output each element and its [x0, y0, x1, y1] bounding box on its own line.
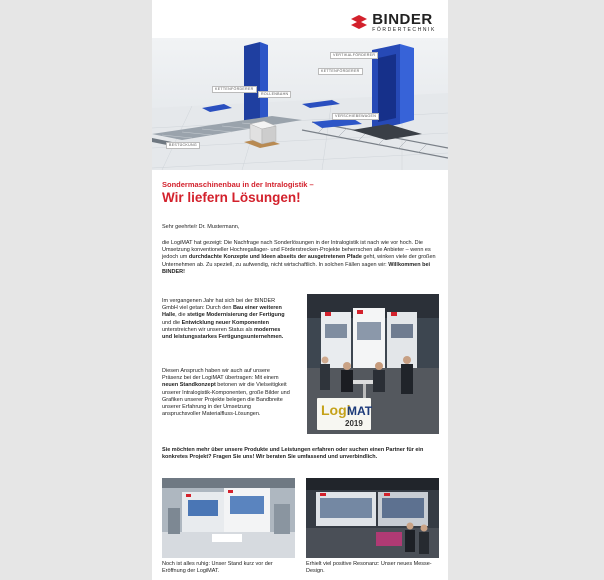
cta-paragraph: Sie möchten mehr über unsere Produkte und Leistungen erfahren oder suchen einen Partner für ein konkretes Projekt? Fragen Sie uns! Wir beraten Sie umfassend und unverbindlich.: [162, 447, 424, 461]
headline-block: [162, 180, 439, 206]
company-paragraph: [162, 298, 290, 341]
booth-resonance-graphic: [306, 478, 439, 558]
booth-resonance-photo[interactable]: [306, 478, 439, 558]
company-bold-3: Entwicklung neuer Komponenten: [181, 319, 269, 326]
company-text-4: unterstreichen wir unseren Status als: [162, 326, 255, 333]
hero-label-kettenfoerderer-2: KETTENFÖRDERER: [212, 86, 257, 93]
logimat-year: 2019: [345, 419, 363, 428]
logimat-paragraph: [162, 368, 290, 418]
logimat-bold-1: neuen Standkonzept: [162, 382, 216, 389]
hero-label-kettenfoerderer: KETTENFÖRDERER: [318, 68, 363, 75]
company-bold-1: Bau einer weiteren Halle: [162, 305, 282, 319]
binder-logo[interactable]: [349, 12, 436, 33]
logimat-logo-mat: MAT: [347, 404, 373, 418]
hero-label-bestueckung: BESTÜCKUNG: [166, 142, 200, 149]
company-text-2: , die: [175, 312, 188, 319]
booth-before-opening-graphic: [162, 478, 295, 558]
binder-logo-icon: [349, 15, 369, 31]
headline-line-1: Sondermaschinenbau in der Intralogistik –: [162, 180, 314, 189]
hero-illustration: [152, 38, 448, 170]
logimat-text-2: betonen wir die Vielseitigkeit unserer Intralogistik-Komponenten, große Bilder und Grafiken unserer Projekte belegen die Bandbreite unserer Erfahrung in der Umsetzung anspruchsvoller Materialfluss-Lösungen.: [162, 382, 290, 418]
intro-bold-2: Willkommen bei BINDER!: [162, 261, 431, 275]
logimat-text-1: Diesen Anspruch haben wir auch auf unsere Präsenz bei der LogiMAT übertragen: Mit einem: [162, 368, 279, 382]
company-text-1: Im vergangenen Jahr hat sich bei der BINDER GmbH viel getan: Durch den: [162, 298, 276, 312]
caption-left: Noch ist alles ruhig: Unser Stand kurz vor der Eröffnung der LogiMAT.: [162, 561, 273, 575]
headline-line-2: Wir liefern Lösungen!: [162, 190, 301, 205]
caption-right: Erhielt viel positive Resonanz: Unser neues Messe-Design.: [306, 561, 432, 575]
company-text-3: und die: [162, 319, 182, 326]
booth-photo-graphic: [307, 294, 439, 434]
hero-image: [152, 38, 448, 170]
logo-subtitle: FÖRDERTECHNIK: [372, 27, 436, 33]
booth-photo[interactable]: [307, 294, 439, 434]
salutation: Sehr geehrte/r Dr. Mustermann,: [162, 224, 240, 230]
booth-before-opening-photo[interactable]: [162, 478, 295, 558]
email-body: [152, 0, 448, 580]
intro-text-1: die LogiMAT hat gezeigt: Die Nachfrage nach Sonderlösungen in der Intralogistik ist nach wie vor hoch. Die Umsetzung konventioneller Hochregallager- und Förderstrecken-Projekte beherrschen alle Anbieter – wenn es jedoch um: [162, 240, 431, 261]
company-bold-2: stetige Modernisierung der Fertigung: [187, 312, 285, 319]
hero-label-vertikal: VERTIKALFÖRDERER: [330, 52, 378, 59]
hero-label-verschiebewagen: VERSCHIEBEWAGEN: [332, 113, 379, 120]
intro-paragraph: [162, 240, 439, 276]
intro-bold-1: durchdachte Konzepte und Ideen abseits der ausgetretenen Pfade: [188, 254, 362, 261]
intro-text-2: geht, winken viele der großen Unternehmen ab. Zu speziell, zu aufwendig, nicht wirtschaftlich. In solchen Fällen sagen wir:: [162, 254, 436, 268]
logo-name: BINDER: [372, 11, 433, 28]
logimat-logo-text: Logi: [321, 402, 351, 418]
company-bold-4: modernes und leistungsstarkes Fertigungsunternehmen.: [162, 326, 284, 341]
hero-label-rollenbahn: ROLLENBAHN: [258, 91, 291, 98]
email-header: [152, 0, 448, 38]
